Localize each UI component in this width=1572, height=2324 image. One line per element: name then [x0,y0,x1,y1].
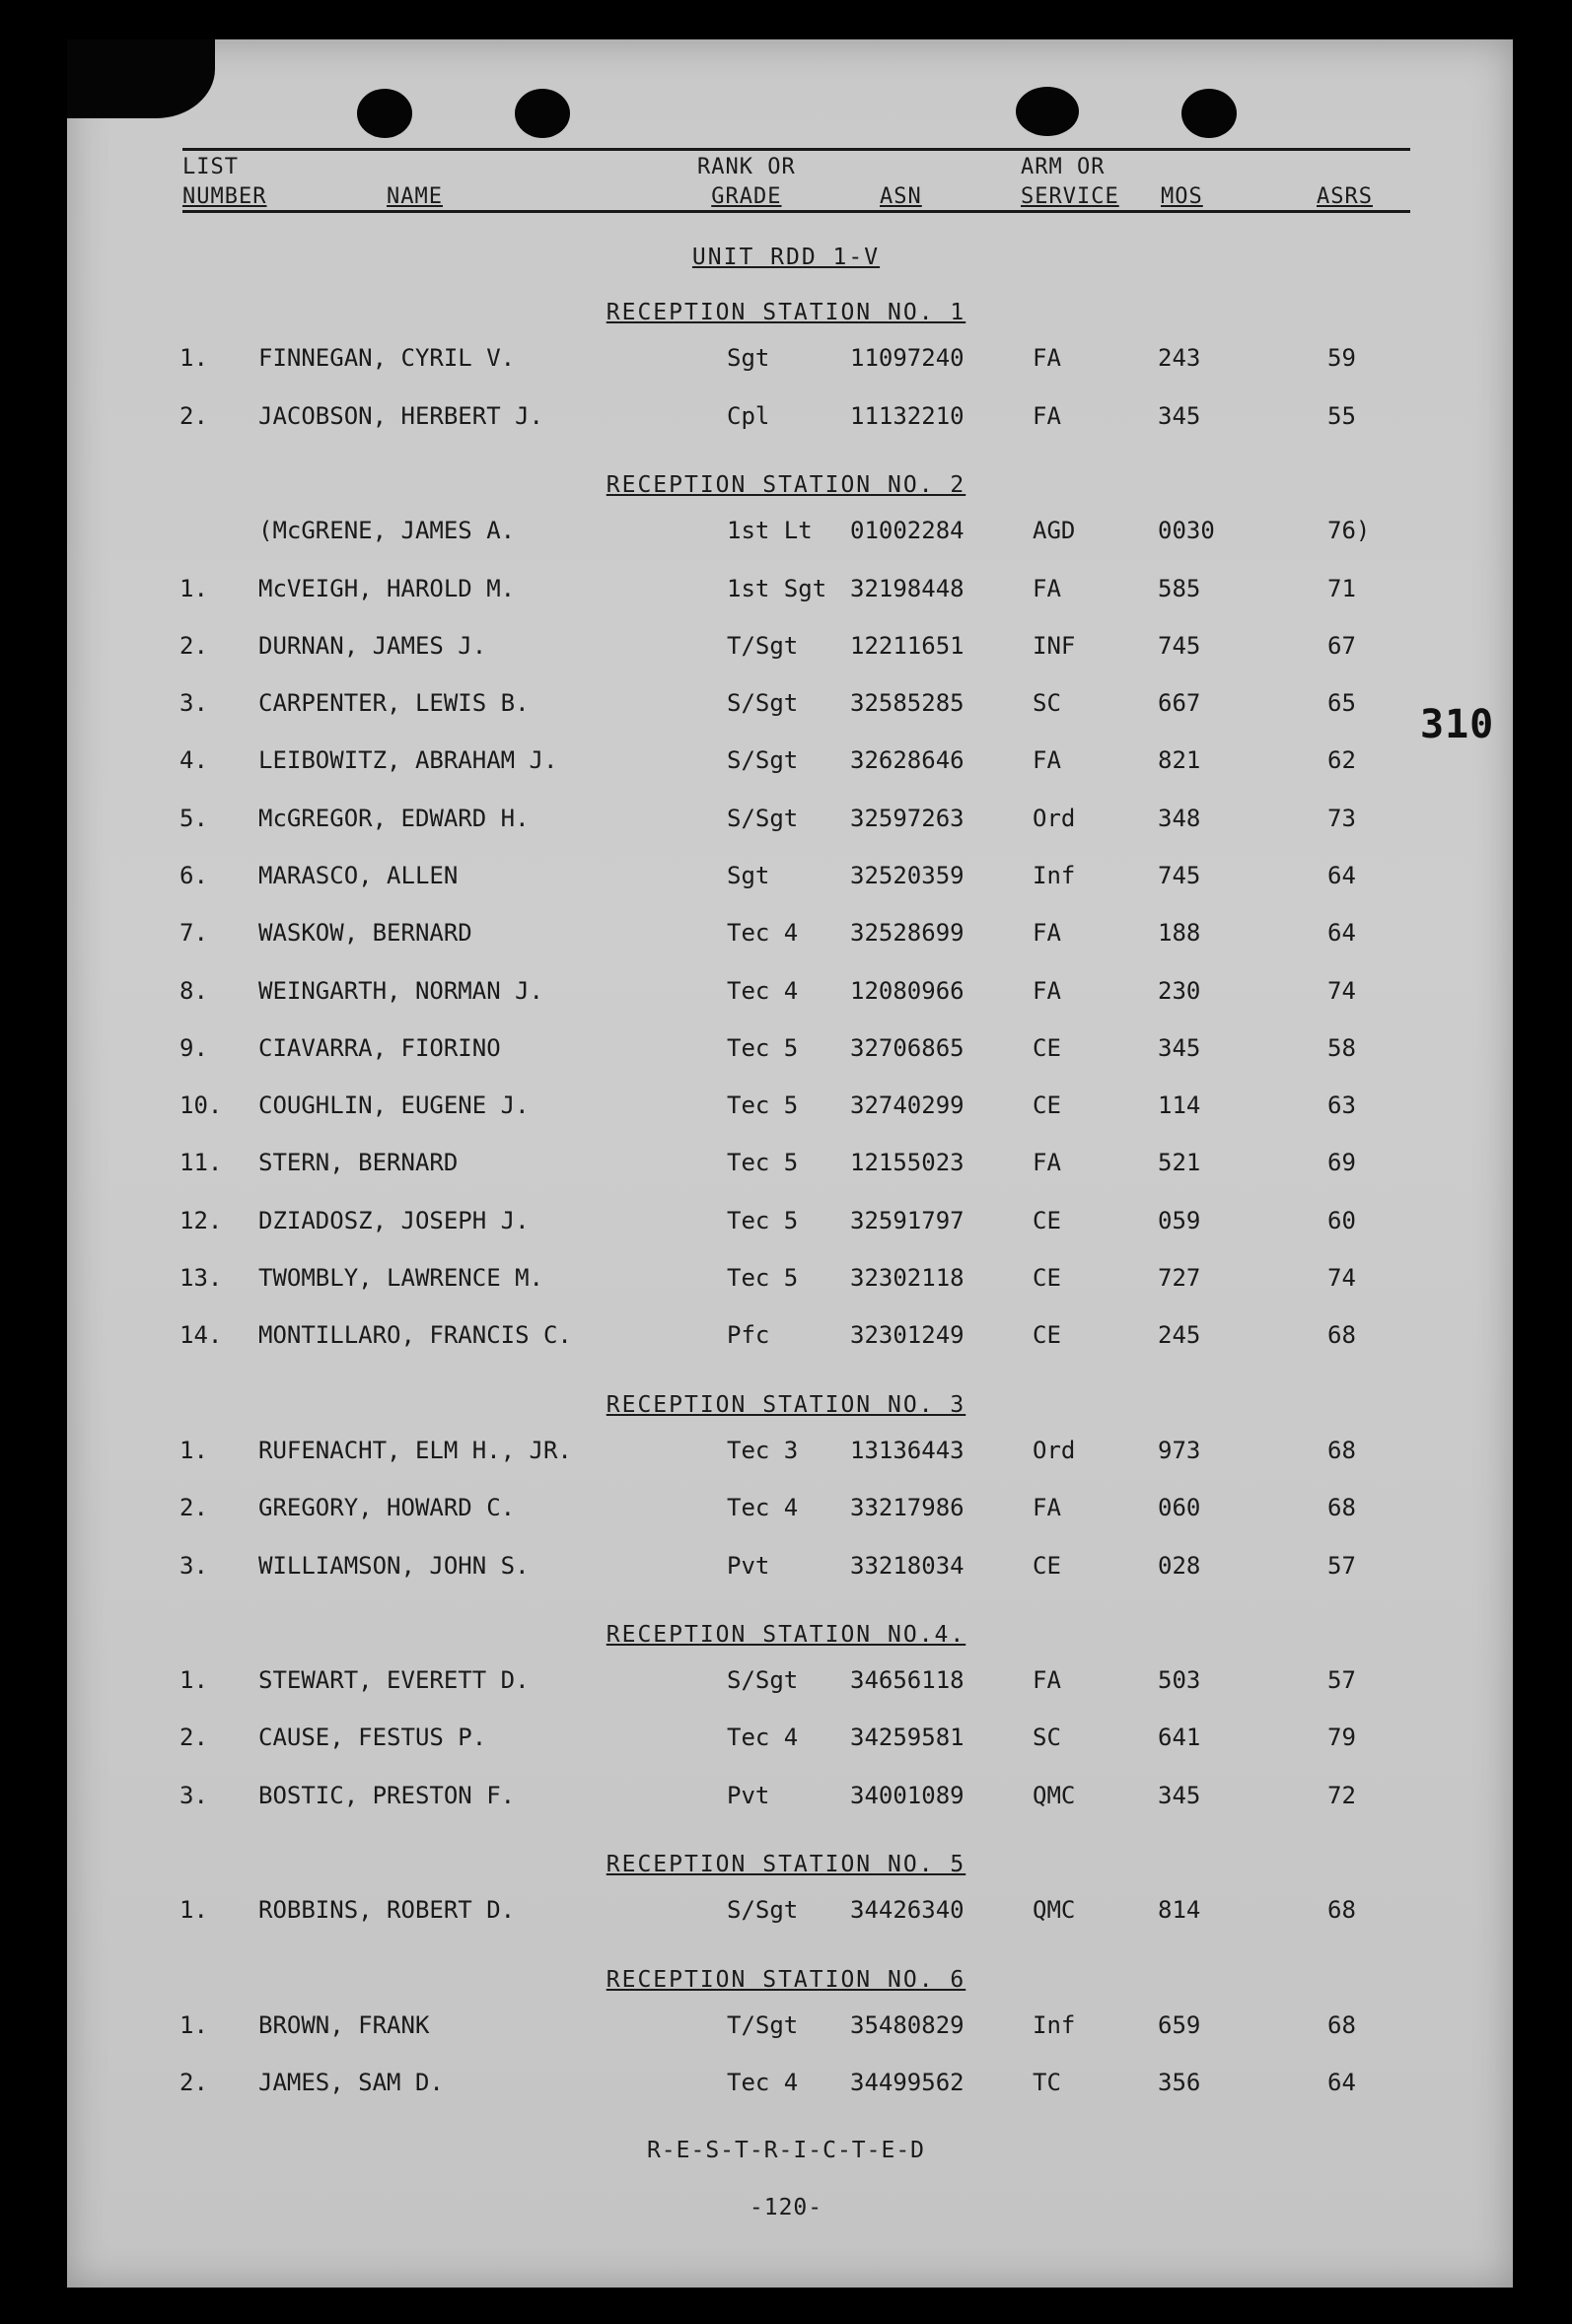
section-title: RECEPTION STATION NO.4. [606,1622,966,1648]
cell-arm: Ord [1033,1437,1076,1464]
cell-rank: Tec 5 [727,1149,799,1176]
cell-num: 1. [179,1437,208,1464]
cell-asrs: 64 [1327,862,1356,889]
cell-asn: 12155023 [850,1149,965,1176]
cell-name: MARASCO, ALLEN [258,862,459,889]
cell-arm: AGD [1033,517,1076,544]
page-number: -120- [749,2195,823,2220]
punch-hole [357,89,412,138]
cell-rank: Tec 5 [727,1207,799,1234]
table-row [0,1318,1572,1352]
section-title: RECEPTION STATION NO. 3 [606,1392,966,1418]
cell-name: WASKOW, BERNARD [258,919,472,947]
table-row [0,1146,1572,1179]
cell-asrs: 55 [1327,402,1356,430]
cell-arm: Inf [1033,2011,1076,2039]
table-row [0,859,1572,892]
cell-name: MONTILLARO, FRANCIS C. [258,1321,572,1349]
section-title: RECEPTION STATION NO. 5 [606,1852,966,1877]
cell-asn: 11097240 [850,344,965,372]
cell-name: WEINGARTH, NORMAN J. [258,977,543,1005]
cell-num: 1. [179,1666,208,1694]
punch-hole [1181,89,1237,138]
cell-name: CIAVARRA, FIORINO [258,1034,501,1062]
cell-arm: TC [1033,2069,1061,2096]
corner-damage [67,39,215,118]
cell-asrs: 62 [1327,746,1356,774]
cell-rank: Pfc [727,1321,770,1349]
cell-num: 2. [179,1724,208,1751]
cell-num: 13. [179,1264,223,1292]
cell-rank: Tec 5 [727,1264,799,1292]
table-row [0,2066,1572,2099]
table-row [0,1663,1572,1697]
cell-name: STERN, BERNARD [258,1149,459,1176]
cell-rank: Sgt [727,344,770,372]
cell-num: 14. [179,1321,223,1349]
cell-rank: S/Sgt [727,805,799,832]
cell-mos: 0030 [1158,517,1215,544]
section-title: RECEPTION STATION NO. 2 [606,472,966,498]
cell-asn: 33217986 [850,1494,965,1521]
header-rank: RANK OR GRADE [697,155,796,209]
cell-arm: CE [1033,1207,1061,1234]
cell-arm: CE [1033,1034,1061,1062]
cell-rank: Cpl [727,402,770,430]
cell-rank: S/Sgt [727,1896,799,1924]
cell-num: 1. [179,344,208,372]
cell-name: GREGORY, HOWARD C. [258,1494,516,1521]
cell-mos: 245 [1158,1321,1201,1349]
cell-mos: 745 [1158,632,1201,660]
cell-rank: S/Sgt [727,1666,799,1694]
cell-arm: SC [1033,1724,1061,1751]
cell-asn: 12211651 [850,632,965,660]
cell-rank: 1st Sgt [727,575,827,602]
cell-mos: 659 [1158,2011,1201,2039]
cell-asn: 32740299 [850,1092,965,1119]
cell-mos: 345 [1158,402,1201,430]
cell-rank: T/Sgt [727,2011,799,2039]
cell-name: CAUSE, FESTUS P. [258,1724,487,1751]
header-arm: ARM OR SERVICE [1021,155,1119,209]
cell-mos: 230 [1158,977,1201,1005]
cell-mos: 585 [1158,575,1201,602]
cell-name: CARPENTER, LEWIS B. [258,689,530,717]
cell-name: COUGHLIN, EUGENE J. [258,1092,530,1119]
cell-num: 10. [179,1092,223,1119]
cell-mos: 060 [1158,1494,1201,1521]
cell-num: 2. [179,1494,208,1521]
cell-rank: S/Sgt [727,689,799,717]
cell-name: JACOBSON, HERBERT J. [258,402,543,430]
cell-num: 9. [179,1034,208,1062]
cell-num: 5. [179,805,208,832]
cell-asrs: 60 [1327,1207,1356,1234]
cell-arm: CE [1033,1092,1061,1119]
cell-name: TWOMBLY, LAWRENCE M. [258,1264,543,1292]
header-bottom-rule [182,210,1410,213]
cell-asrs: 57 [1327,1552,1356,1580]
cell-name: LEIBOWITZ, ABRAHAM J. [258,746,558,774]
cell-rank: Tec 5 [727,1092,799,1119]
cell-mos: 243 [1158,344,1201,372]
cell-mos: 348 [1158,805,1201,832]
cell-asn: 32585285 [850,689,965,717]
cell-arm: FA [1033,402,1061,430]
table-row [0,572,1572,605]
cell-num: 8. [179,977,208,1005]
cell-asn: 32301249 [850,1321,965,1349]
cell-asn: 32198448 [850,575,965,602]
cell-asrs: 68 [1327,2011,1356,2039]
cell-arm: FA [1033,746,1061,774]
cell-name: ROBBINS, ROBERT D. [258,1896,516,1924]
cell-asrs: 73 [1327,805,1356,832]
cell-name: FINNEGAN, CYRIL V. [258,344,516,372]
cell-asrs: 67 [1327,632,1356,660]
cell-asn: 32520359 [850,862,965,889]
cell-name: RUFENACHT, ELM H., JR. [258,1437,572,1464]
cell-num: 4. [179,746,208,774]
cell-mos: 188 [1158,919,1201,947]
cell-mos: 973 [1158,1437,1201,1464]
cell-rank: S/Sgt [727,746,799,774]
punch-hole [515,89,570,138]
cell-asn: 32628646 [850,746,965,774]
table-row [0,1434,1572,1467]
cell-num: 2. [179,402,208,430]
cell-asn: 34426340 [850,1896,965,1924]
table-row [0,686,1572,720]
cell-arm: INF [1033,632,1076,660]
cell-name: BROWN, FRANK [258,2011,430,2039]
cell-asn: 11132210 [850,402,965,430]
table-row [0,1089,1572,1122]
header-asrs: ASRS [1317,184,1373,209]
cell-mos: 114 [1158,1092,1201,1119]
cell-num: 3. [179,1552,208,1580]
cell-arm: CE [1033,1321,1061,1349]
cell-arm: FA [1033,344,1061,372]
cell-mos: 667 [1158,689,1201,717]
cell-rank: Tec 4 [727,1494,799,1521]
cell-asrs: 59 [1327,344,1356,372]
cell-rank: T/Sgt [727,632,799,660]
cell-arm: QMC [1033,1896,1076,1924]
cell-num: 2. [179,2069,208,2096]
cell-mos: 727 [1158,1264,1201,1292]
cell-asn: 34499562 [850,2069,965,2096]
cell-asrs: 79 [1327,1724,1356,1751]
cell-rank: Pvt [727,1782,770,1809]
cell-asn: 34001089 [850,1782,965,1809]
table-row [0,514,1572,547]
cell-asrs: 57 [1327,1666,1356,1694]
cell-asn: 33218034 [850,1552,965,1580]
section-title: RECEPTION STATION NO. 6 [606,1967,966,1993]
table-row [0,1779,1572,1812]
cell-rank: Tec 5 [727,1034,799,1062]
cell-num: 3. [179,1782,208,1809]
cell-asrs: 74 [1327,1264,1356,1292]
table-row [0,916,1572,950]
cell-asrs: 63 [1327,1092,1356,1119]
table-row [0,802,1572,835]
table-row [0,399,1572,433]
table-row [0,1893,1572,1927]
cell-num: 1. [179,2011,208,2039]
cell-asn: 34259581 [850,1724,965,1751]
cell-name: WILLIAMSON, JOHN S. [258,1552,530,1580]
cell-mos: 641 [1158,1724,1201,1751]
cell-mos: 814 [1158,1896,1201,1924]
cell-name: JAMES, SAM D. [258,2069,444,2096]
cell-asrs: 64 [1327,919,1356,947]
cell-asn: 32591797 [850,1207,965,1234]
cell-mos: 028 [1158,1552,1201,1580]
cell-arm: Ord [1033,805,1076,832]
cell-rank: Sgt [727,862,770,889]
header-list-number: LIST NUMBER [182,155,267,209]
cell-asrs: 68 [1327,1437,1356,1464]
cell-mos: 745 [1158,862,1201,889]
cell-asrs: 76) [1327,517,1371,544]
cell-name: McGREGOR, EDWARD H. [258,805,530,832]
punch-hole [1016,87,1079,136]
cell-num: 1. [179,1896,208,1924]
table-row [0,1031,1572,1065]
table-row [0,1721,1572,1754]
cell-asn: 13136443 [850,1437,965,1464]
cell-asrs: 72 [1327,1782,1356,1809]
cell-name: DZIADOSZ, JOSEPH J. [258,1207,530,1234]
cell-rank: Tec 4 [727,2069,799,2096]
cell-num: 1. [179,575,208,602]
cell-arm: FA [1033,1666,1061,1694]
cell-rank: Tec 4 [727,919,799,947]
classification-footer: R-E-S-T-R-I-C-T-E-D [646,2138,926,2163]
cell-asn: 32706865 [850,1034,965,1062]
cell-arm: FA [1033,1149,1061,1176]
cell-rank: Tec 4 [727,977,799,1005]
cell-arm: QMC [1033,1782,1076,1809]
cell-asrs: 64 [1327,2069,1356,2096]
cell-mos: 356 [1158,2069,1201,2096]
cell-rank: 1st Lt [727,517,813,544]
header-top-rule [182,148,1410,151]
table-row [0,2008,1572,2042]
cell-asrs: 68 [1327,1896,1356,1924]
cell-num: 11. [179,1149,223,1176]
table-row [0,1261,1572,1295]
cell-asrs: 58 [1327,1034,1356,1062]
cell-arm: SC [1033,689,1061,717]
cell-name: STEWART, EVERETT D. [258,1666,530,1694]
cell-mos: 345 [1158,1782,1201,1809]
table-row [0,341,1572,375]
cell-asn: 32302118 [850,1264,965,1292]
cell-mos: 345 [1158,1034,1201,1062]
cell-asn: 32528699 [850,919,965,947]
cell-num: 3. [179,689,208,717]
table-row [0,1204,1572,1237]
cell-mos: 521 [1158,1149,1201,1176]
cell-asn: 12080966 [850,977,965,1005]
cell-arm: FA [1033,1494,1061,1521]
cell-arm: CE [1033,1552,1061,1580]
cell-num: 6. [179,862,208,889]
table-row [0,1549,1572,1583]
cell-arm: Inf [1033,862,1076,889]
cell-asrs: 68 [1327,1321,1356,1349]
cell-mos: 503 [1158,1666,1201,1694]
cell-name: DURNAN, JAMES J. [258,632,487,660]
cell-asn: 32597263 [850,805,965,832]
cell-arm: CE [1033,1264,1061,1292]
cell-arm: FA [1033,575,1061,602]
cell-asrs: 65 [1327,689,1356,717]
table-row [0,974,1572,1008]
cell-asrs: 71 [1327,575,1356,602]
cell-arm: FA [1033,919,1061,947]
cell-asn: 34656118 [850,1666,965,1694]
cell-asrs: 68 [1327,1494,1356,1521]
cell-asrs: 74 [1327,977,1356,1005]
header-name: NAME [387,184,443,209]
cell-asn: 35480829 [850,2011,965,2039]
section-title: RECEPTION STATION NO. 1 [606,300,966,325]
cell-asn: 01002284 [850,517,965,544]
header-asn: ASN [880,184,922,209]
cell-rank: Pvt [727,1552,770,1580]
cell-num: 7. [179,919,208,947]
cell-asrs: 69 [1327,1149,1356,1176]
table-row [0,1491,1572,1524]
cell-num: 12. [179,1207,223,1234]
cell-mos: 821 [1158,746,1201,774]
cell-rank: Tec 3 [727,1437,799,1464]
unit-title: UNIT RDD 1-V [691,245,881,270]
cell-num: 2. [179,632,208,660]
table-row [0,743,1572,777]
cell-name: McVEIGH, HAROLD M. [258,575,516,602]
cell-name: (McGRENE, JAMES A. [258,517,516,544]
cell-rank: Tec 4 [727,1724,799,1751]
cell-mos: 059 [1158,1207,1201,1234]
header-mos: MOS [1161,184,1203,209]
cell-name: BOSTIC, PRESTON F. [258,1782,516,1809]
side-page-number: 310 [1420,702,1495,747]
cell-arm: FA [1033,977,1061,1005]
table-row [0,629,1572,663]
